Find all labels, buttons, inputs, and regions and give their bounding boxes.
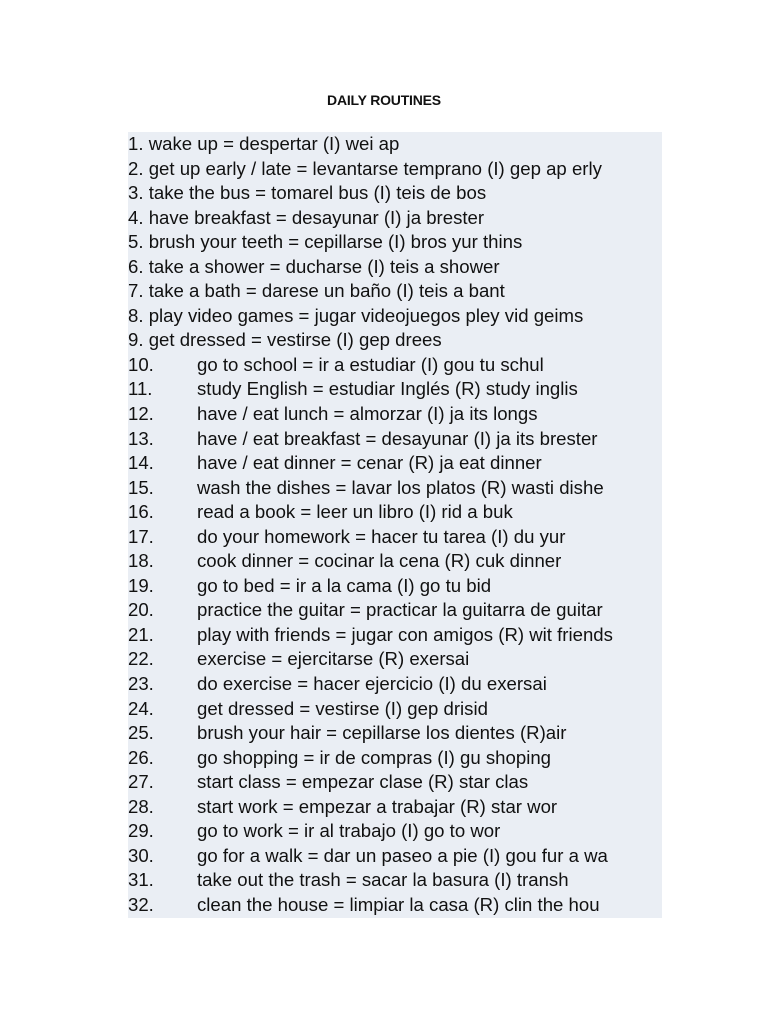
list-item-text: go to work = ir al trabajo (I) go to wor [197, 820, 501, 842]
list-item-text: do exercise = hacer ejercicio (I) du exersai [197, 673, 547, 695]
list-item [128, 795, 662, 820]
list-item [128, 868, 662, 893]
list-item-number: 13. [128, 427, 154, 449]
list-item-text: wake up = despertar (I) wei ap [148, 133, 400, 154]
list-item [128, 623, 662, 648]
list-item-text: have / eat lunch = almorzar (I) ja its longs [197, 403, 538, 425]
list-item-number: 32. [128, 893, 154, 915]
list-item [128, 598, 662, 623]
list-item-number: 10. [128, 353, 154, 375]
routine-list [128, 132, 662, 918]
list-item [128, 746, 662, 771]
list-item-text: take the bus = tomarel bus (I) teis de bos [148, 182, 487, 204]
list-item-number: 24. [128, 697, 154, 719]
list-item-number: 8. [128, 304, 144, 326]
list-item-text: do your homework = hacer tu tarea (I) du yur [197, 525, 566, 547]
list-item [128, 819, 662, 844]
list-item [128, 721, 662, 746]
list-item-text: clean the house = limpiar la casa (R) clin the hou [197, 893, 600, 915]
list-item-number: 1. [128, 133, 144, 154]
list-item-number: 28. [128, 795, 154, 817]
list-item [128, 279, 662, 304]
list-item-text: read a book = leer un libro (I) rid a buk [197, 501, 513, 523]
list-item-text: wash the dishes = lavar los platos (R) wasti dishe [197, 476, 604, 498]
list-item-text: study English = estudiar Inglés (R) study inglis [197, 378, 578, 400]
list-item [128, 328, 662, 353]
list-item-number: 23. [128, 673, 154, 695]
list-item-number: 15. [128, 476, 154, 498]
list-item-number: 11. [128, 378, 153, 400]
list-item-text: get dressed = vestirse (I) gep drisid [197, 697, 488, 719]
list-item [128, 304, 662, 329]
list-item [128, 672, 662, 697]
list-item-text: get up early / late = levantarse temprano (I) gep ap erly [148, 157, 602, 179]
list-item-text: play with friends = jugar con amigos (R) wit friends [197, 623, 613, 645]
list-item-number: 29. [128, 820, 154, 842]
list-item-text: go to school = ir a estudiar (I) gou tu schul [197, 353, 544, 375]
list-item-text: go shopping = ir de compras (I) gu shoping [197, 746, 552, 768]
list-item-number: 6. [128, 255, 144, 277]
list-item-number: 22. [128, 648, 154, 670]
list-item [128, 181, 662, 206]
list-item-number: 30. [128, 844, 154, 866]
list-item-number: 31. [128, 869, 154, 891]
list-item [128, 844, 662, 869]
list-item-text: have / eat dinner = cenar (R) ja eat dinner [197, 452, 542, 474]
list-item [128, 353, 662, 378]
list-item-text: brush your hair = cepillarse los dientes (R)air [197, 722, 567, 744]
list-item [128, 647, 662, 672]
list-item [128, 377, 662, 402]
list-item [128, 893, 662, 918]
list-item-text: practice the guitar = practicar la guitarra de guitar [197, 599, 603, 621]
list-item-text: have / eat breakfast = desayunar (I) ja its brester [197, 427, 598, 449]
list-item-number: 4. [128, 206, 144, 228]
list-item-number: 5. [128, 231, 144, 253]
list-item-text: take out the trash = sacar la basura (I) transh [197, 869, 569, 891]
list-item [128, 500, 662, 525]
list-item-text: have breakfast = desayunar (I) ja brester [148, 206, 485, 228]
list-item-number: 3. [128, 182, 144, 204]
list-item [128, 697, 662, 722]
list-item-text: go to bed = ir a la cama (I) go tu bid [197, 574, 492, 596]
list-item-number: 20. [128, 599, 154, 621]
list-item [128, 132, 662, 157]
list-item [128, 230, 662, 255]
list-item-number: 25. [128, 722, 154, 744]
list-item [128, 451, 662, 476]
list-item [128, 574, 662, 599]
list-item-text: start class = empezar clase (R) star clas [197, 771, 529, 793]
list-item [128, 476, 662, 501]
list-item-number: 19. [128, 574, 154, 596]
list-item-number: 17. [128, 525, 154, 547]
list-item [128, 402, 662, 427]
list-item-text: start work = empezar a trabajar (R) star wor [197, 795, 558, 817]
list-item-number: 9. [128, 329, 144, 351]
list-item-text: play video games = jugar videojuegos pley vid geims [148, 304, 584, 326]
list-item-number: 21. [128, 623, 154, 645]
list-item [128, 427, 662, 452]
list-item-number: 16. [128, 501, 154, 523]
list-item-number: 27. [128, 771, 154, 793]
list-item-text: get dressed = vestirse (I) gep drees [148, 329, 442, 351]
list-item [128, 525, 662, 550]
list-item [128, 255, 662, 280]
list-item-text: take a bath = darese un baño (I) teis a bant [148, 280, 505, 302]
list-item [128, 206, 662, 231]
list-item-text: go for a walk = dar un paseo a pie (I) gou fur a wa [197, 844, 608, 866]
list-item-text: exercise = ejercitarse (R) exersai [197, 648, 470, 670]
list-item-number: 14. [128, 452, 154, 474]
list-item-text: take a shower = ducharse (I) teis a shower [148, 255, 500, 277]
list-item [128, 549, 662, 574]
list-item-number: 12. [128, 403, 154, 425]
document-title: DAILY ROUTINES [327, 92, 441, 108]
list-item-number: 7. [128, 280, 144, 302]
list-item [128, 770, 662, 795]
list-item-number: 2. [128, 157, 144, 179]
list-item-text: cook dinner = cocinar la cena (R) cuk dinner [197, 550, 562, 572]
list-item-number: 26. [128, 746, 154, 768]
list-item-text: brush your teeth = cepillarse (I) bros yur thins [148, 231, 523, 253]
list-item-number: 18. [128, 550, 154, 572]
list-item [128, 157, 662, 182]
